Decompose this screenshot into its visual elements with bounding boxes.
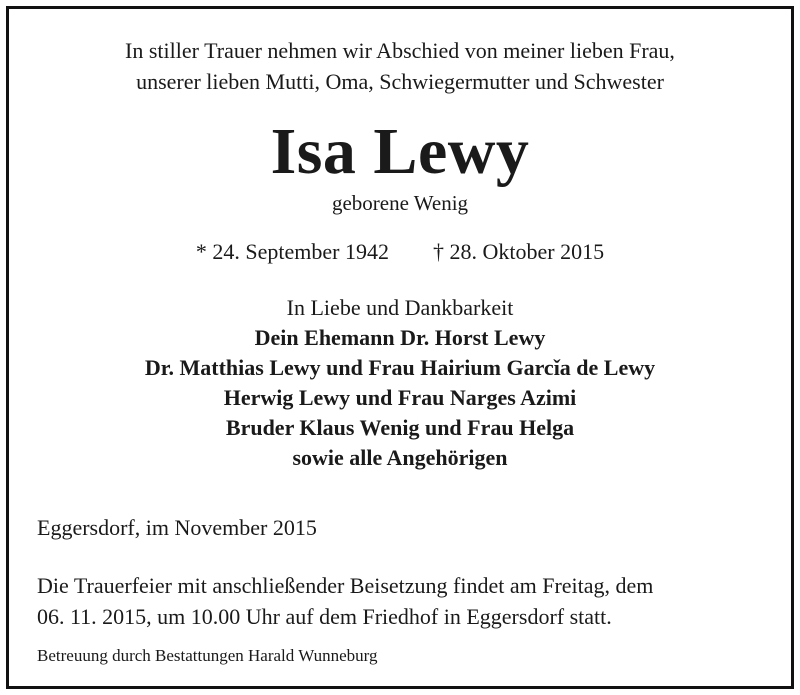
intro-line-2: unserer lieben Mutti, Oma, Schwiegermutter und Schwester xyxy=(136,69,664,94)
ceremony-line-2: 06. 11. 2015, um 10.00 Uhr auf dem Friedhof in Eggersdorf statt. xyxy=(37,604,612,629)
maiden-name: geborene Wenig xyxy=(331,191,469,215)
ceremony-line-1: Die Trauerfeier mit anschließender Beisetzung findet am Freitag, dem xyxy=(37,573,654,598)
obituary-notice xyxy=(6,6,794,689)
mourner-line: Herwig Lewy und Frau Narges Azimi xyxy=(223,385,577,410)
place-date: Eggersdorf, im November 2015 xyxy=(37,515,317,540)
intro-line-1: In stiller Trauer nehmen wir Abschied von meiner lieben Frau, xyxy=(125,38,675,63)
mourner-line: Dr. Matthias Lewy und Frau Hairium Garcǐa de Lewy xyxy=(144,355,656,380)
life-dates xyxy=(9,238,791,266)
birth-date: * 24. September 1942 xyxy=(195,239,389,264)
funeral-home-credit: Betreuung durch Bestattungen Harald Wunneburg xyxy=(37,646,378,665)
death-date: † 28. Oktober 2015 xyxy=(433,239,605,264)
mourners-block xyxy=(9,293,791,473)
mourner-line: Bruder Klaus Wenig und Frau Helga xyxy=(225,415,575,440)
mourner-line: Dein Ehemann Dr. Horst Lewy xyxy=(254,325,546,350)
intro-text xyxy=(9,35,791,97)
mourners-intro: In Liebe und Dankbarkeit xyxy=(286,295,514,320)
ceremony-info xyxy=(37,570,767,632)
deceased-name: Isa Lewy xyxy=(270,115,530,188)
mourner-line: sowie alle Angehörigen xyxy=(292,445,508,470)
